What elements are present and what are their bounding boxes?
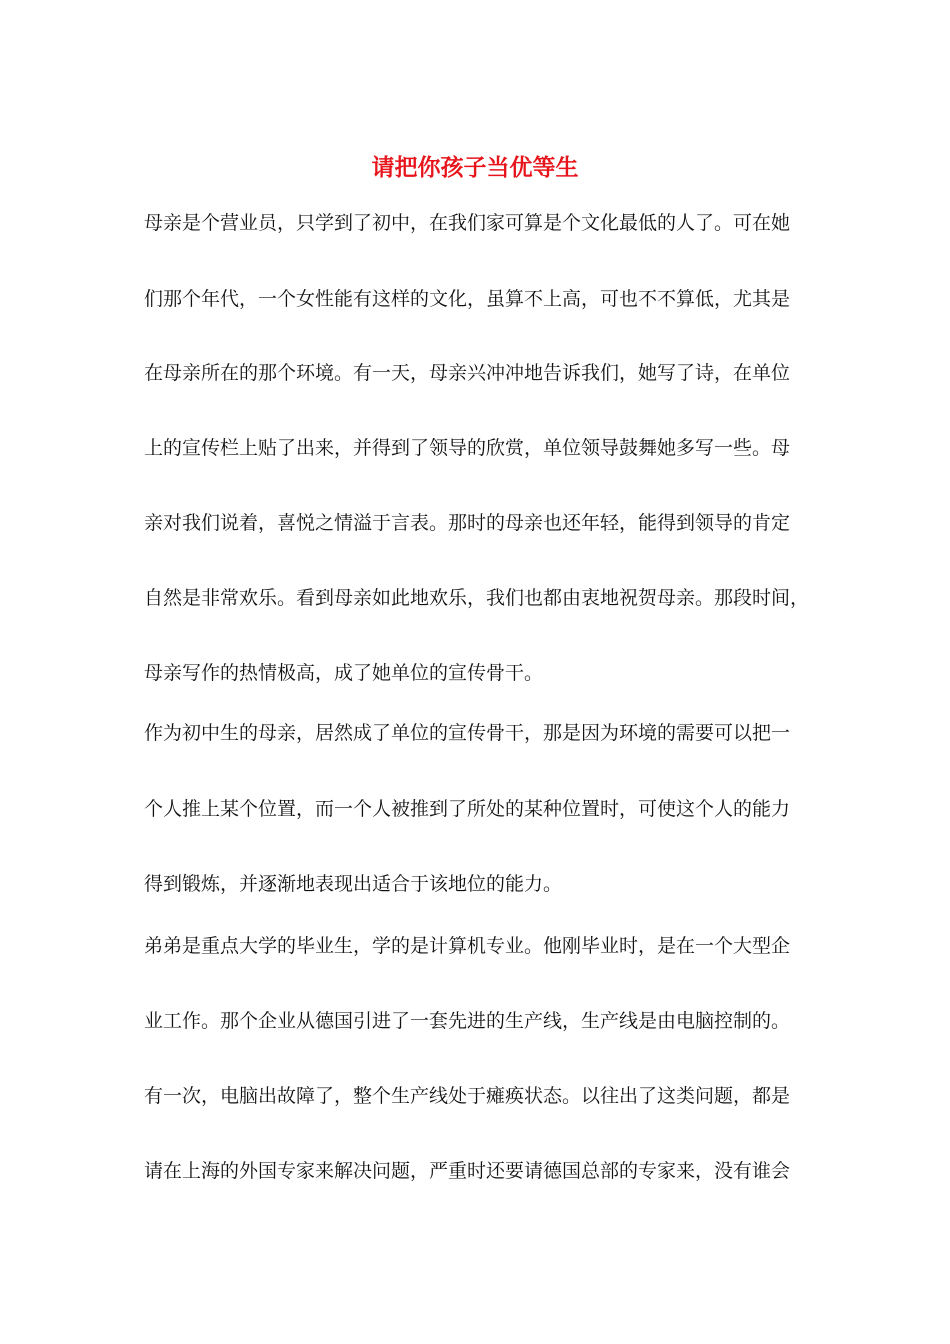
- text-line: 母亲是个营业员，只学到了初中，在我们家可算是个文化最低的人了。可在她: [144, 212, 791, 234]
- text-line: 弟弟是重点大学的毕业生，学的是计算机专业。他刚毕业时，是在一个大型企: [144, 935, 791, 957]
- text-line: 自然是非常欢乐。看到母亲如此地欢乐，我们也都由衷地祝贺母亲。那段时间，: [144, 587, 810, 609]
- text-line: 母亲写作的热情极高，成了她单位的宣传骨干。: [144, 662, 544, 684]
- text-line: 个人推上某个位置，而一个人被推到了所处的某种位置时，可使这个人的能力: [144, 798, 791, 820]
- text-line: 业工作。那个企业从德国引进了一套先进的生产线，生产线是由电脑控制的。: [144, 1010, 791, 1032]
- text-line: 上的宣传栏上贴了出来，并得到了领导的欣赏，单位领导鼓舞她多写一些。母: [144, 437, 791, 459]
- text-line: 们那个年代，一个女性能有这样的文化，虽算不上高，可也不不算低，尤其是: [144, 288, 791, 310]
- text-line: 在母亲所在的那个环境。有一天，母亲兴冲冲地告诉我们，她写了诗，在单位: [144, 362, 791, 384]
- text-line: 作为初中生的母亲，居然成了单位的宣传骨干，那是因为环境的需要可以把一: [144, 722, 791, 744]
- text-line: 请在上海的外国专家来解决问题，严重时还要请德国总部的专家来，没有谁会: [144, 1160, 791, 1182]
- document-title: 请把你孩子当优等生: [371, 154, 579, 181]
- text-line: 有一次，电脑出故障了，整个生产线处于瘫痪状态。以往出了这类问题，都是: [144, 1085, 791, 1107]
- text-line: 得到锻炼，并逐渐地表现出适合于该地位的能力。: [144, 873, 563, 895]
- text-line: 亲对我们说着，喜悦之情溢于言表。那时的母亲也还年轻，能得到领导的肯定: [144, 512, 791, 534]
